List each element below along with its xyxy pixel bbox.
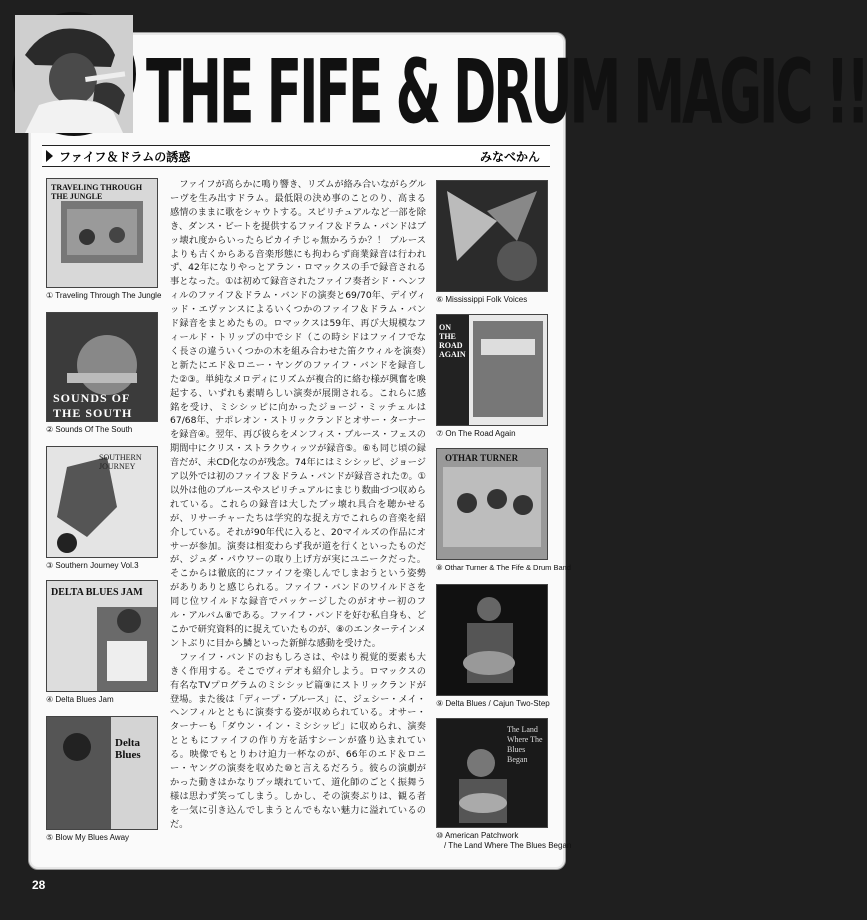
album-caption-line2: / The Land Where The Blues Began: [444, 841, 572, 850]
album-card: [46, 580, 158, 705]
subtitle-bar: [42, 145, 550, 167]
fife-player-illustration: [15, 15, 133, 133]
album-cover: [436, 180, 548, 292]
album-cover: [46, 178, 158, 288]
album-card: [436, 180, 550, 305]
album-caption: ③ Southern Journey Vol.3: [46, 561, 139, 570]
album-cover: [46, 580, 158, 692]
cover-art: [437, 181, 547, 291]
album-caption: ④ Delta Blues Jam: [46, 695, 114, 704]
cover-art: [437, 585, 547, 695]
album-cover: [436, 584, 548, 696]
album-cover: [46, 716, 158, 830]
page-title: THE FIFE & DRUM MAGIC !!: [146, 42, 867, 145]
album-card: [436, 314, 550, 439]
album-caption: ⑨ Delta Blues / Cajun Two-Step: [436, 699, 550, 708]
album-card: [46, 312, 158, 435]
album-caption: ⑤ Blow My Blues Away: [46, 833, 130, 842]
subtitle-wrap: [46, 148, 190, 165]
cover-art: [47, 717, 157, 829]
cover-title: OTHAR TURNER: [445, 453, 519, 463]
album-caption: ⑧ Othar Turner & The Fife & Drum Band: [436, 563, 571, 572]
cover-title: TRAVELING THROUGH THE JUNGLE: [51, 183, 143, 201]
masthead: [146, 42, 867, 145]
cover-title: SOUTHERN JOURNEY: [99, 453, 142, 471]
album-cover: [46, 446, 158, 558]
album-cover: [436, 718, 548, 828]
album-card: [46, 178, 162, 301]
album-card: [436, 718, 572, 851]
article-paragraph: ファイフが高らかに鳴り響き、リズムが絡み合いながらグルーヴを生み出すドラム。最低限の決め事のことのり、高まる感情のままに歌をシャウトする。スピリチュアルなど一部を除き、ダンス・ビートを提供するファイフ＆ドラム・バンドはブッ壊れ度からいったらピカイチじゃ無かろうか？！ ブルースよりも古くからある音楽形態にも拘わらず商業録音は行われず、42年になりやっとアラン・ロマックスの手で録音される事となった。①は初めて録音されたファイフ奏者シド・ヘンフィルのファイフ＆ドラム・バンドの演奏と69/70年、デイヴィッド・エヴァンスによるいくつかのファイフ＆ドラム・バンド録音をまとめたもの。ロマックスは59年、再び大規模なフィールド・トリップの中でシド（この時シドはファイフでなく長さの違ういくつかの木を組み合わせた笛クウィルを演奏）と新たにエド＆ロニー・ヤングのファイフ・バンドを録音した②③。単純なメロディにリズムが複合的に絡む様が興奮を喚起する、いずれも素晴らしい演奏が展開される。これらに感銘を受け、ミシシッピに向かったジョージ・ミッチェルは67/68年、ナポレオン・ストリックランドとオサー・ターナーを録音④。翌年、再び彼らをメンフィス・ブルース・フェスの期間中にクリス・ストラクウィッツが録音⑤。⑥も同じ頃の録音だが、未CD化なのが残念。74年にはミシシッピ、ジョージア以外では初のファイフ＆ドラム・バンドが録音された⑦。①以外は他のブルースやスピリチュアルにまじり数曲づつ収められている。これらの録音は大したブッ壊れ具合を聴かせるが、リサーチャーたちは学究的な捉え方でこれらの音楽を紹介している。それが90年代に入ると、20マイルズの作品にオサーが参加。演奏は相変わらず我が道を行くといったものだが、ジュダ・パウワーの取り上げ方が実にユニークだった。そこからは徹底的にファイフを楽しんでしまおうという姿勢がありありと感じられる。ファイフ・バンドのワイルドさを同じ位ワイルドな録音でパッケージしたのがオサー初のフル・アルバム⑧である。ファイフ・バンドを好む私自身も、どこかで研究資料的に捉えていたものが、⑧のエンターテインメントぶりに目から鱗といった新鮮な感動を受けた。: [170, 179, 426, 649]
album-cover: [436, 314, 548, 426]
triangle-marker-icon: [46, 150, 53, 162]
article-body: [170, 178, 426, 858]
cover-art: [47, 179, 157, 287]
album-caption: ② Sounds Of The South: [46, 425, 133, 434]
cover-title: DELTA BLUES JAM: [51, 587, 143, 598]
album-card: [436, 448, 571, 573]
article-subtitle: ファイフ＆ドラムの誘惑: [59, 149, 191, 164]
cover-art: [437, 449, 547, 559]
album-caption: ⑩ American Patchwork: [436, 831, 519, 840]
album-card: [46, 716, 158, 843]
album-card: [436, 584, 550, 709]
cover-title: The Land Where The Blues Began: [507, 725, 543, 764]
cover-title: ON THE ROAD AGAIN: [439, 323, 466, 359]
cover-title: Delta Blues: [115, 737, 141, 761]
cover-title: SOUNDS OF THE SOUTH: [53, 391, 133, 420]
album-caption: ⑦ On The Road Again: [436, 429, 516, 438]
album-caption: ⑥ Mississippi Folk Voices: [436, 295, 528, 304]
album-caption: ① Traveling Through The Jungle: [46, 291, 162, 300]
author-name: みなべかん: [479, 149, 540, 164]
album-cover: [436, 448, 548, 560]
page-number: 28: [32, 878, 46, 892]
article-paragraph: ファイフ・バンドのおもしろさは、やはり視覚的要素も大きく作用する。そこでヴィデオも紹介しよう。ロマックスの有名なTVプログラムのミシシッピ篇⑨にストリックランドが登場。また後は「ディープ・ブルース」に、ジェシー・メイ・ヘンフィルとともに演奏する姿が収められている。オサー・ターナーも「ダウン・イン・ミシシッピ」に収められ、演奏とともにファイフの作り方を話すシーンが盛り込まれている。映像でもとりわけ迫力一杯なのが、66年のエド＆ロニー・ヤングの演奏を収めた⑩と言えるだろう。彼らの演劇がかった動きはかなりブッ壊れていて、道化師のごとく振舞う様は思わず笑ってしまう。しかし、その演奏ぶりは、観る者を一気に引き込んでしまうとんでもない魅力に溢れているのだ。: [170, 651, 426, 830]
album-cover: [46, 312, 158, 422]
fife-player-photo-logo: [12, 12, 136, 136]
album-card: [46, 446, 158, 571]
